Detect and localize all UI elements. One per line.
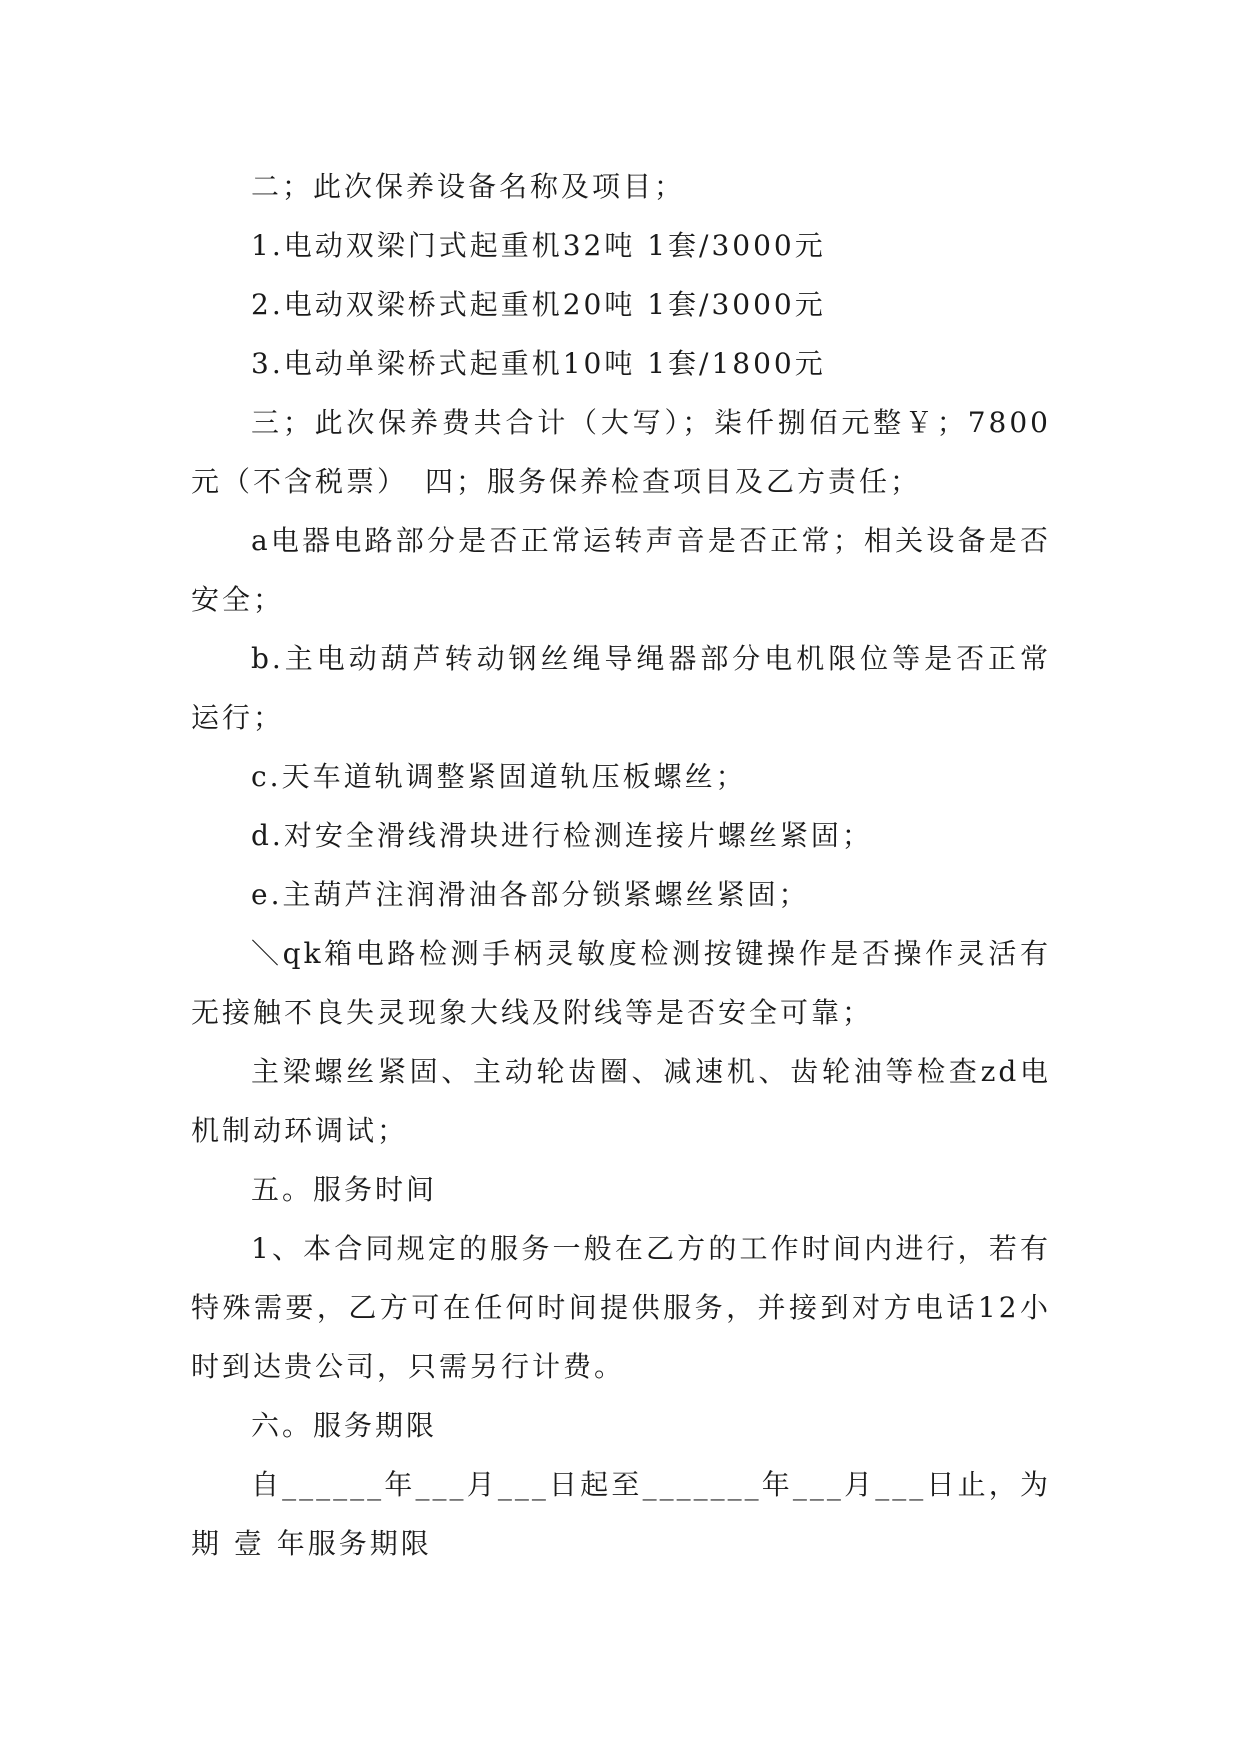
check-item-d: d.对安全滑线滑块进行检测连接片螺丝紧固； bbox=[251, 819, 873, 852]
section-6-heading: 六。服务期限 bbox=[251, 1409, 438, 1442]
service-time-paragraph: 1、本合同规定的服务一般在乙方的工作时间内进行，若有特殊需要，乙方可在任何时间提供服务，并接到对方电话12小时到达贵公司，只需另行计费。 bbox=[191, 1232, 1051, 1383]
document-body bbox=[191, 157, 1051, 1573]
check-item-e: e.主葫芦注润滑油各部分锁紧螺丝紧固； bbox=[251, 878, 810, 911]
section-2-heading: 二；此次保养设备名称及项目； bbox=[251, 170, 686, 203]
equipment-item-1: 1.电动双梁门式起重机32吨 1套/3000元 bbox=[251, 229, 826, 262]
total-fee-paragraph: 三；此次保养费共合计（大写）；柒仟捌佰元整￥；7800元（不含税票） 四；服务保养检查项目及乙方责任； bbox=[191, 406, 1051, 498]
check-item-c: c.天车道轨调整紧固道轨压板螺丝； bbox=[251, 760, 747, 793]
service-period-paragraph: 自______年___月___日起至_______年___月___日止，为期 壹 年服务期限 bbox=[191, 1468, 1051, 1560]
equipment-item-3: 3.电动单梁桥式起重机10吨 1套/1800元 bbox=[251, 347, 826, 380]
equipment-item-2: 2.电动双梁桥式起重机20吨 1套/3000元 bbox=[251, 288, 826, 321]
check-item-qk: ＼qk箱电路检测手柄灵敏度检测按键操作是否操作灵活有无接触不良失灵现象大线及附线等是否安全可靠； bbox=[191, 937, 1051, 1029]
check-item-a: a电器电路部分是否正常运转声音是否正常；相关设备是否安全； bbox=[191, 524, 1051, 616]
section-5-heading: 五。服务时间 bbox=[251, 1173, 438, 1206]
check-item-b: b.主电动葫芦转动钢丝绳导绳器部分电机限位等是否正常运行； bbox=[191, 642, 1051, 734]
check-item-main-beam: 主梁螺丝紧固、主动轮齿圈、减速机、齿轮油等检查zd电机制动环调试； bbox=[191, 1055, 1051, 1147]
